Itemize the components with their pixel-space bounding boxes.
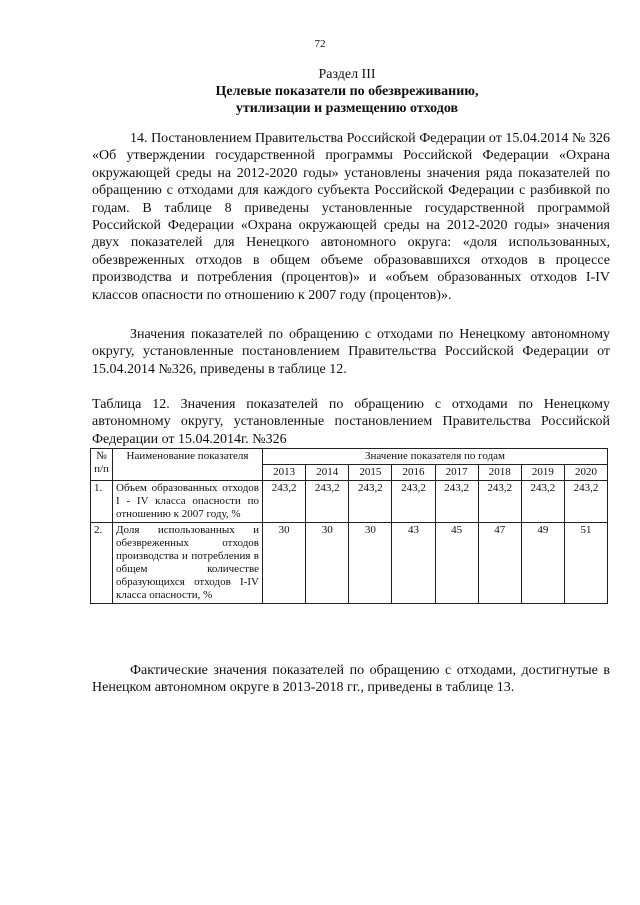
- row-value: 51: [564, 523, 607, 604]
- header-year: 2020: [564, 465, 607, 481]
- table-caption: Таблица 12. Значения показателей по обращению с отходами по Ненецкому автономному округу, установленные постановлением Правительства Российской Федерации от 15.04.2014г. №326: [92, 397, 610, 447]
- row-value: 30: [349, 523, 392, 604]
- indicators-table: [90, 448, 608, 604]
- paragraph-actual-values: Фактические значения показателей по обращению с отходами, достигнутые в Ненецком автономном округе в 2013-2018 гг., приведены в таблице 13.: [92, 663, 610, 696]
- header-values: Значение показателя по годам: [263, 449, 608, 465]
- header-num: № п/п: [91, 449, 113, 481]
- row-value: 45: [435, 523, 478, 604]
- header-year: 2015: [349, 465, 392, 481]
- row-num: 2.: [91, 523, 113, 604]
- row-value: 30: [306, 523, 349, 604]
- row-value: 30: [263, 523, 306, 604]
- header-year: 2014: [306, 465, 349, 481]
- header-year: 2013: [263, 465, 306, 481]
- row-value: 243,2: [435, 481, 478, 523]
- section-heading: [60, 66, 634, 117]
- page-number: 72: [314, 38, 326, 50]
- header-name: Наименование показателя: [113, 449, 263, 481]
- row-value: 49: [521, 523, 564, 604]
- row-value: 243,2: [521, 481, 564, 523]
- row-name: Доля использованных и обезвреженных отходов производства и потребления в общем количестве образующихся отходов I-IV класса опасности, %: [113, 523, 263, 604]
- paragraph-values-intro: Значения показателей по обращению с отходами по Ненецкому автономному округу, установленные постановлением Правительства Российской Федерации от 15.04.2014 №326, приведены в таблице 12.: [92, 327, 610, 377]
- header-year: 2017: [435, 465, 478, 481]
- row-value: 47: [478, 523, 521, 604]
- section-title-line-2: утилизации и размещению отходов: [235, 101, 459, 116]
- section-title-line-1: Целевые показатели по обезвреживанию,: [215, 84, 479, 99]
- row-value: 243,2: [392, 481, 435, 523]
- row-value: 243,2: [478, 481, 521, 523]
- paragraph-14: 14. Постановлением Правительства Российской Федерации от 15.04.2014 № 326 «Об утверждении государственной программы Российской Федерации «Охрана окружающей среды на 2012-2020 годы» установлены значения ряда показателей по обращению с отходами для каждого субъекта Российской Федерации с разбивкой по годам. В таблице 8 приведены установленные государственной программой Российской Федерации «Охрана окружающей среды на 2012-2020 годы» значения двух показателей для Ненецкого автономного округа: «доля использованных, обезвреженных отходов в общем объеме образовавшихся отходов в процессе производства и потребления (процентов)» и «объем образованных отходов I-IV классов опасности по отношению к 2007 году (процентов)».: [92, 131, 610, 303]
- row-value: 243,2: [564, 481, 607, 523]
- row-name: Объем образованных отходов I - IV класса опасности по отношению к 2007 году, %: [113, 481, 263, 523]
- row-value: 43: [392, 523, 435, 604]
- header-year: 2019: [521, 465, 564, 481]
- row-value: 243,2: [349, 481, 392, 523]
- row-num: 1.: [91, 481, 113, 523]
- header-year: 2018: [478, 465, 521, 481]
- table-row: [91, 481, 608, 523]
- row-value: 243,2: [263, 481, 306, 523]
- section-number: Раздел III: [318, 67, 376, 82]
- row-value: 243,2: [306, 481, 349, 523]
- table-row: [91, 523, 608, 604]
- table-header-row: [91, 449, 608, 465]
- header-year: 2016: [392, 465, 435, 481]
